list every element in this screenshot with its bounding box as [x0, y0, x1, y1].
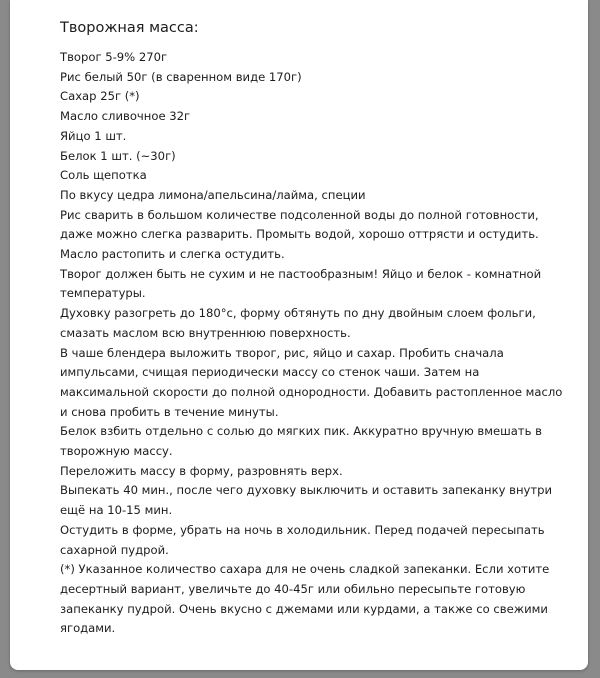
text-line: ещё на 10-15 мин. — [60, 503, 173, 518]
text-line: По вкусу цедра лимона/апельсина/лайма, специи — [60, 187, 366, 202]
text-line: сахарной пудрой. — [60, 542, 169, 557]
text-line: (*) Указанное количество сахара для не очень сладкой запеканки. Если хотите — [60, 562, 550, 577]
text-line: температуры. — [60, 286, 146, 301]
text-line: Переложить массу в форму, разровнять верх. — [60, 463, 343, 478]
text-line: Духовку разогреть до 180°с, форму обтянуть по дну двойным слоем фольги, — [60, 306, 536, 321]
text-line: В чаше блендера выложить творог, рис, яйцо и сахар. Пробить сначала — [60, 345, 504, 360]
text-line: Остудить в форме, убрать на ночь в холодильник. Перед подачей пересыпать — [60, 522, 545, 537]
document-page — [10, 0, 588, 670]
text-line: творожную массу. — [60, 444, 173, 459]
text-line: десертный вариант, увеличьте до 40-45г или обильно пересыпьте готовую — [60, 581, 526, 596]
text-line: смазать маслом всю внутреннюю поверхность. — [60, 325, 351, 340]
text-line: Творог должен быть не сухим и не пастообразным! Яйцо и белок - комнатной — [60, 266, 542, 281]
text-line: Белок взбить отдельно с солью до мягких пик. Аккуратно вручную вмешать в — [60, 424, 542, 439]
text-line: Соль щепотка — [60, 168, 147, 183]
text-line: ягодами. — [60, 621, 116, 636]
document-content — [60, 18, 570, 639]
text-line: Рис белый 50г (в сваренном виде 170г) — [60, 69, 302, 84]
text-line: Белок 1 шт. (~30г) — [60, 148, 176, 163]
text-line: Яйцо 1 шт. — [60, 128, 127, 143]
document-body — [60, 48, 570, 639]
text-line: даже можно слегка разварить. Промыть водой, хорошо оттрясти и остудить. — [60, 227, 539, 242]
document-title: Творожная масса: — [60, 20, 199, 36]
text-line: и снова пробить в течение минуты. — [60, 404, 279, 419]
text-line: максимальной скорости до полной однородности. Добавить растопленное масло — [60, 384, 563, 399]
text-line: запеканку пудрой. Очень вкусно с джемами или курдами, а также со свежими — [60, 601, 548, 616]
text-line: импульсами, счищая периодически массу со стенок чаши. Затем на — [60, 365, 480, 380]
text-line: Сахар 25г (*) — [60, 89, 140, 104]
text-line: Рис сварить в большом количестве подсоленной воды до полной готовности, — [60, 207, 539, 222]
text-line: Масло сливочное 32г — [60, 109, 191, 124]
text-line: Масло растопить и слегка остудить. — [60, 247, 285, 262]
text-line: Творог 5-9% 270г — [60, 50, 168, 64]
text-line: Выпекать 40 мин., после чего духовку выключить и оставить запеканку внутри — [60, 483, 553, 498]
